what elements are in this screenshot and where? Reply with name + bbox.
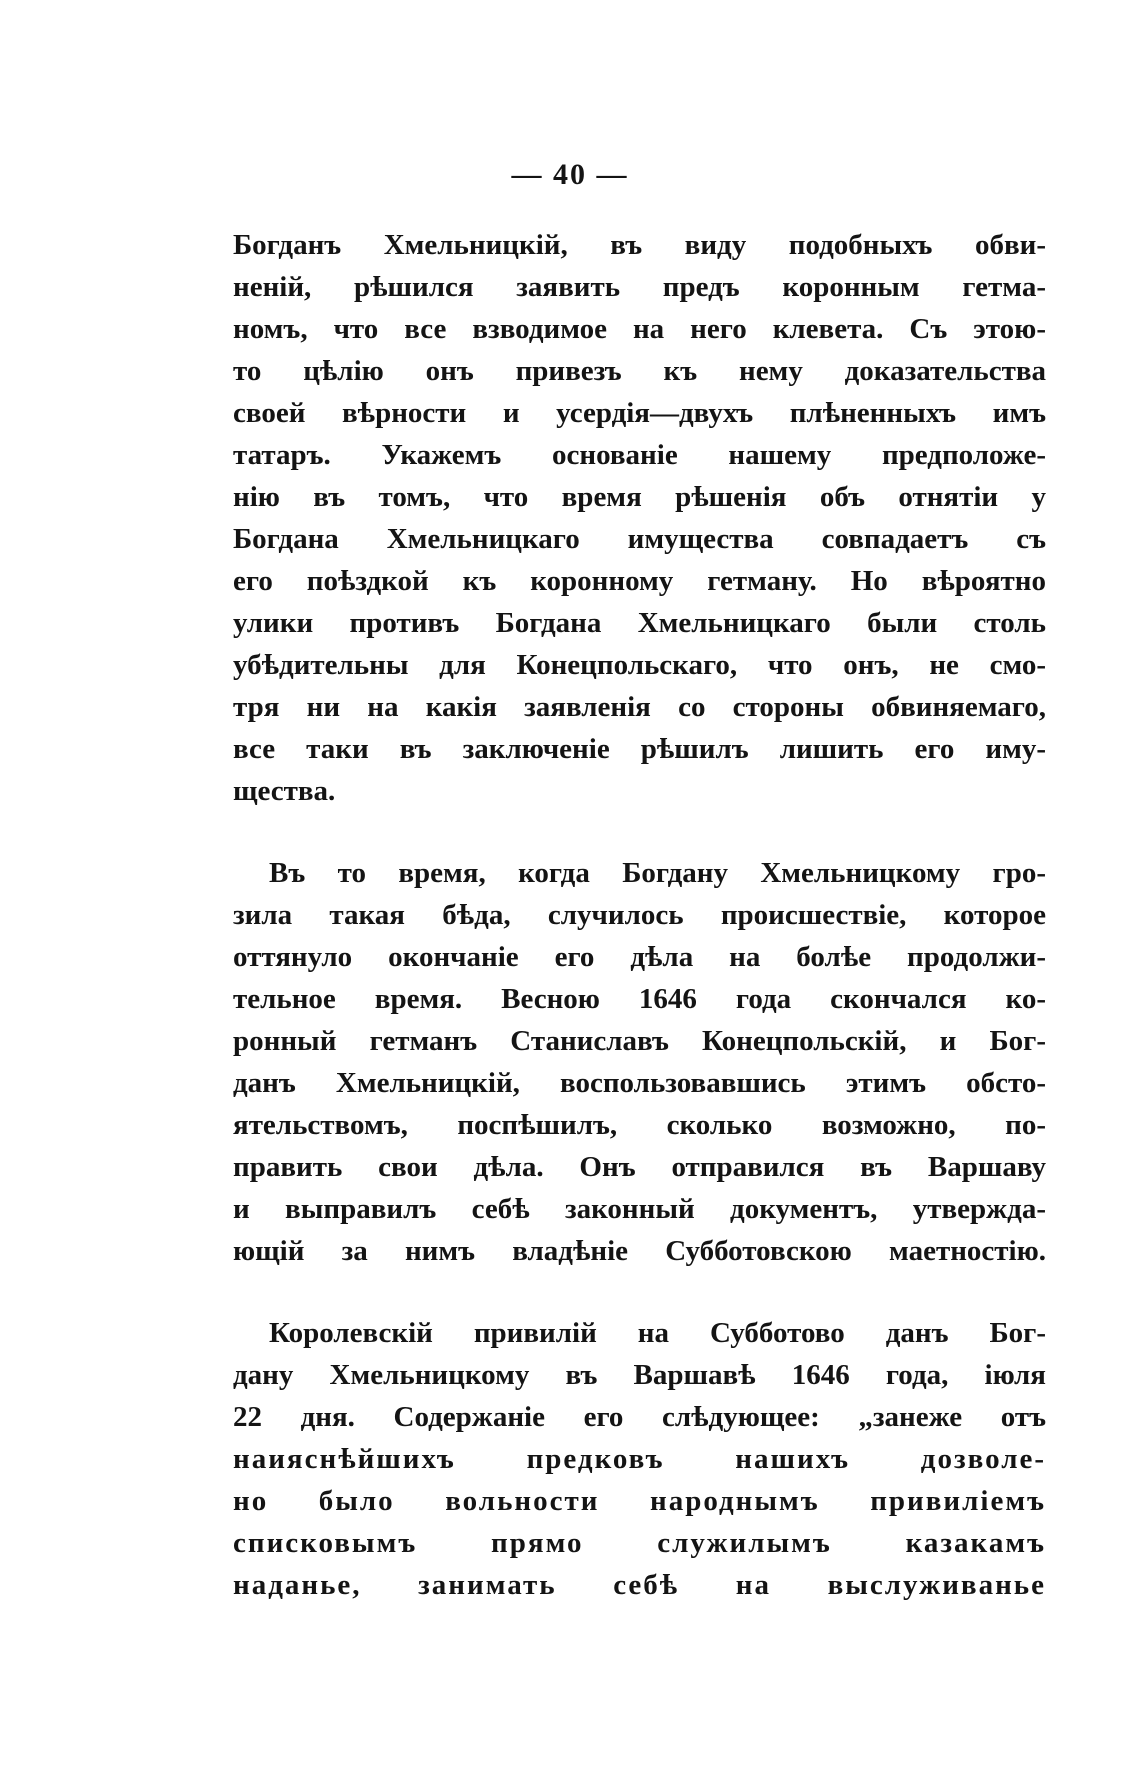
text-line: править свои дѣла. Онъ отправился въ Варшаву [233, 1151, 1046, 1183]
paragraph-1 [233, 224, 1046, 812]
text-line: ятельствомъ, поспѣшилъ, сколько возможно, по- [233, 1109, 1046, 1141]
text-line: нію въ томъ, что время рѣшенія объ отнятіи у [233, 481, 1046, 513]
text-line: Богдана Хмельницкаго имущества совпадаетъ съ [233, 523, 1046, 555]
text-line: улики противъ Богдана Хмельницкаго были столь [233, 607, 1046, 639]
page-number: — 40 — [511, 158, 629, 191]
paragraph-3 [233, 1312, 1046, 1606]
text-line: но было вольности народнымъ привиліемъ [233, 1485, 1046, 1517]
text-line: 22 дня. Содержаніе его слѣдующее: „занеже отъ [233, 1401, 1046, 1433]
text-line: оттянуло окончаніе его дѣла на болѣе продолжи- [233, 941, 1046, 973]
text-line: номъ, что все взводимое на него клевета. Съ этою- [233, 313, 1046, 345]
text-line: дану Хмельницкому въ Варшавѣ 1646 года, іюля [233, 1359, 1046, 1391]
text-line: тельное время. Весною 1646 года скончался ко- [233, 983, 1046, 1015]
text-line: своей вѣрности и усердія—двухъ плѣненныхъ имъ [233, 397, 1046, 429]
text-line: Королевскій привилій на Субботово данъ Бог- [269, 1317, 1046, 1349]
text-line: тря ни на какія заявленія со стороны обвиняемаго, [233, 691, 1046, 723]
text-line: Богданъ Хмельницкій, въ виду подобныхъ обви- [233, 229, 1046, 261]
text-line: списковымъ прямо служилымъ казакамъ [233, 1527, 1046, 1559]
text-line: зила такая бѣда, случилось происшествіе, которое [233, 899, 1046, 931]
text-line: и выправилъ себѣ законный документъ, утвержда- [233, 1193, 1046, 1225]
text-line: наданье, занимать себѣ на выслуживанье [233, 1569, 1046, 1601]
text-line: убѣдительны для Конецпольскаго, что онъ, не смо- [233, 649, 1046, 681]
text-line: неній, рѣшился заявить предъ коронным гетма- [233, 271, 1046, 303]
text-line: ющій за нимъ владѣніе Субботовскою маетностію. [233, 1235, 1046, 1267]
text-line: Въ то время, когда Богдану Хмельницкому гро- [269, 857, 1046, 889]
text-line: его поѣздкой къ коронному гетману. Но вѣроятно [233, 565, 1046, 597]
text-line: наияснѣйшихъ предковъ нашихъ дозволе- [233, 1443, 1046, 1475]
text-line: то цѣлію онъ привезъ къ нему доказательства [233, 355, 1046, 387]
text-line: данъ Хмельницкій, воспользовавшись этимъ обсто- [233, 1067, 1046, 1099]
text-line: ронный гетманъ Станиславъ Конецпольскій, и Бог- [233, 1025, 1046, 1057]
text-line: татаръ. Укажемъ основаніе нашему предположе- [233, 439, 1046, 471]
text-line: все таки въ заключеніе рѣшилъ лишить его иму- [233, 733, 1046, 765]
body-text [233, 224, 1046, 1646]
paragraph-2 [233, 852, 1046, 1272]
text-line: щества. [233, 775, 336, 807]
